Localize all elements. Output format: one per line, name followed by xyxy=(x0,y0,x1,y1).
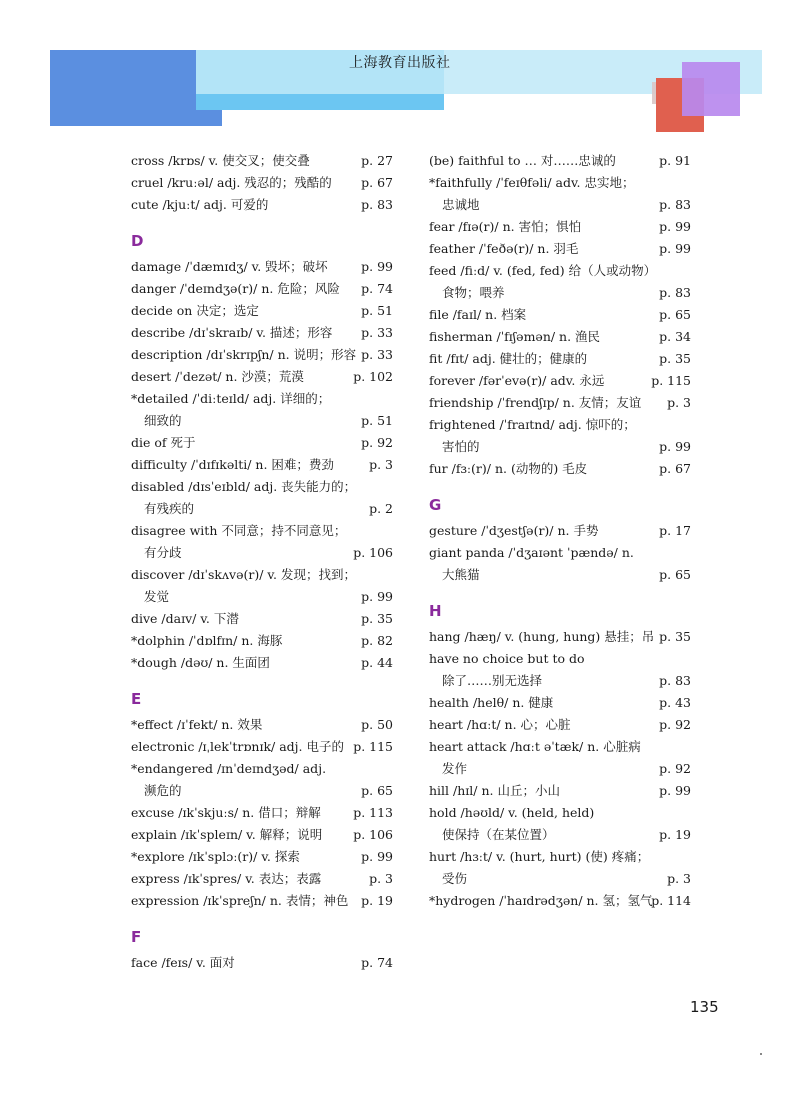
section-letter: G xyxy=(429,496,442,514)
entry-page-ref: p. 44 xyxy=(361,655,393,670)
entry-continuation: 食物；喂养 xyxy=(442,285,505,300)
entry-page-ref: p. 67 xyxy=(361,175,393,190)
entry-text: discover /dɪˈskʌvə(r)/ v. 发现；找到； xyxy=(131,567,356,582)
glossary-entry xyxy=(131,564,393,608)
entry-text: decide on 决定；选定 xyxy=(131,303,259,318)
glossary-entry xyxy=(131,150,393,172)
glossary-entry xyxy=(429,736,691,780)
glossary-entry xyxy=(131,388,393,432)
glossary-entry xyxy=(429,348,691,370)
entry-text: *faithfully /ˈfeɪθfəli/ adv. 忠实地； xyxy=(429,175,635,190)
glossary-right-column xyxy=(429,150,691,912)
entry-page-ref: p. 99 xyxy=(659,219,691,234)
entry-continuation: 有分歧 xyxy=(144,545,182,560)
glossary-entry xyxy=(429,458,691,480)
section-letter: F xyxy=(131,928,142,946)
entry-page-ref: p. 67 xyxy=(659,461,691,476)
glossary-entry xyxy=(131,652,393,674)
entry-continuation: 发作 xyxy=(442,761,468,776)
entry-page-ref: p. 91 xyxy=(659,153,691,168)
entry-page-ref: p. 33 xyxy=(361,347,393,362)
glossary-entry xyxy=(429,846,691,890)
entry-page-ref: p. 114 xyxy=(651,893,691,908)
entry-text: die of 死于 xyxy=(131,435,196,450)
glossary-entry xyxy=(429,780,691,802)
entry-page-ref: p. 35 xyxy=(659,351,691,366)
entry-text: cruel /kruːəl/ adj. 残忍的；残酷的 xyxy=(131,175,332,190)
entry-page-ref: p. 115 xyxy=(651,373,691,388)
entry-text: excuse /ɪkˈskjuːs/ n. 借口；辩解 xyxy=(131,805,321,820)
entry-continuation: 忠诚地 xyxy=(442,197,480,212)
glossary-entry xyxy=(131,454,393,476)
glossary-entry xyxy=(429,260,691,304)
entry-page-ref: p. 82 xyxy=(361,633,393,648)
glossary-entry xyxy=(429,304,691,326)
entry-page-ref: p. 74 xyxy=(361,281,393,296)
entry-page-ref: p. 92 xyxy=(361,435,393,450)
publisher-name: 上海教育出版社 xyxy=(349,55,451,71)
entry-page-ref: p. 3 xyxy=(369,871,393,886)
page-number: 135 xyxy=(690,998,719,1016)
entry-text: disagree with 不同意；持不同意见； xyxy=(131,523,347,538)
glossary-entry xyxy=(131,194,393,216)
entry-text: cute /kjuːt/ adj. 可爱的 xyxy=(131,197,269,212)
entry-text: fit /fɪt/ adj. 健壮的；健康的 xyxy=(429,351,588,366)
entry-page-ref: p. 99 xyxy=(361,589,393,604)
glossary-entry xyxy=(131,520,393,564)
glossary-entry xyxy=(131,890,393,912)
entry-text: hill /hɪl/ n. 山丘；小山 xyxy=(429,783,560,798)
entry-text: fur /fɜː(r)/ n. (动物的) 毛皮 xyxy=(429,461,588,476)
entry-continuation: 大熊猫 xyxy=(442,567,480,582)
entry-text: health /helθ/ n. 健康 xyxy=(429,695,554,710)
entry-text: gesture /ˈdʒestʃə(r)/ n. 手势 xyxy=(429,523,599,538)
entry-page-ref: p. 3 xyxy=(369,457,393,472)
glossary-entry xyxy=(131,868,393,890)
entry-page-ref: p. 2 xyxy=(369,501,393,516)
entry-text: dive /daɪv/ v. 下潜 xyxy=(131,611,239,626)
entry-page-ref: p. 92 xyxy=(659,761,691,776)
entry-text: file /faɪl/ n. 档案 xyxy=(429,307,527,322)
entry-page-ref: p. 34 xyxy=(659,329,691,344)
glossary-entry xyxy=(429,370,691,392)
entry-text: damage /ˈdæmɪdʒ/ v. 毁坏；破坏 xyxy=(131,259,328,274)
glossary-entry xyxy=(131,366,393,388)
entry-text: frightened /ˈfraɪtnd/ adj. 惊吓的； xyxy=(429,417,636,432)
entry-text: heart /hɑːt/ n. 心；心脏 xyxy=(429,717,571,732)
entry-page-ref: p. 3 xyxy=(667,871,691,886)
glossary-entry xyxy=(131,278,393,300)
entry-page-ref: p. 65 xyxy=(659,567,691,582)
page-header xyxy=(0,0,800,140)
glossary-entry xyxy=(429,216,691,238)
entry-text: difficulty /ˈdɪfɪkəlti/ n. 困难；费劲 xyxy=(131,457,334,472)
entry-page-ref: p. 3 xyxy=(667,395,691,410)
entry-text: hold /həʊld/ v. (held, held) xyxy=(429,805,595,820)
entry-text: express /ɪkˈspres/ v. 表达；表露 xyxy=(131,871,322,886)
entry-text: electronic /ɪˌlekˈtrɒnɪk/ adj. 电子的 xyxy=(131,739,344,754)
entry-page-ref: p. 106 xyxy=(353,545,393,560)
entry-page-ref: p. 35 xyxy=(659,629,691,644)
glossary-entry xyxy=(429,520,691,542)
glossary-entry xyxy=(131,846,393,868)
entry-text: hang /hæŋ/ v. (hung, hung) 悬挂；吊 xyxy=(429,629,655,644)
entry-text: expression /ɪkˈspreʃn/ n. 表情；神色 xyxy=(131,893,349,908)
entry-text: describe /dɪˈskraɪb/ v. 描述；形容 xyxy=(131,325,333,340)
entry-text: description /dɪˈskrɪpʃn/ n. 说明；形容 xyxy=(131,347,357,362)
entry-page-ref: p. 65 xyxy=(361,783,393,798)
glossary-entry xyxy=(429,414,691,458)
entry-page-ref: p. 50 xyxy=(361,717,393,732)
glossary-entry xyxy=(131,432,393,454)
glossary-entry xyxy=(131,736,393,758)
entry-page-ref: p. 33 xyxy=(361,325,393,340)
entry-page-ref: p. 27 xyxy=(361,153,393,168)
entry-text: heart attack /hɑːt əˈtæk/ n. 心脏病 xyxy=(429,739,641,754)
glossary-entry xyxy=(429,648,691,692)
glossary-entry xyxy=(131,824,393,846)
glossary-entry xyxy=(429,802,691,846)
entry-text: desert /ˈdezət/ n. 沙漠；荒漠 xyxy=(131,369,304,384)
entry-page-ref: p. 83 xyxy=(659,673,691,688)
entry-continuation: 濒危的 xyxy=(144,783,182,798)
entry-page-ref: p. 99 xyxy=(659,783,691,798)
glossary-entry xyxy=(131,630,393,652)
entry-text: danger /ˈdeɪndʒə(r)/ n. 危险；风险 xyxy=(131,281,340,296)
entry-page-ref: p. 19 xyxy=(361,893,393,908)
entry-text: (be) faithful to … 对……忠诚的 xyxy=(429,153,616,168)
entry-text: cross /krɒs/ v. 使交叉；使交叠 xyxy=(131,153,310,168)
glossary-entry xyxy=(131,608,393,630)
glossary-entry xyxy=(131,714,393,736)
section-letter: E xyxy=(131,690,142,708)
entry-text: feather /ˈfeðə(r)/ n. 羽毛 xyxy=(429,241,579,256)
entry-page-ref: p. 51 xyxy=(361,303,393,318)
entry-text: *hydrogen /ˈhaɪdrədʒən/ n. 氢；氢气 xyxy=(429,893,653,908)
glossary-entry xyxy=(429,890,691,912)
entry-page-ref: p. 19 xyxy=(659,827,691,842)
glossary-left-column xyxy=(131,150,393,974)
entry-continuation: 使保持（在某位置） xyxy=(442,827,555,842)
glossary-entry xyxy=(429,714,691,736)
entry-text: face /feɪs/ v. 面对 xyxy=(131,955,235,970)
entry-page-ref: p. 83 xyxy=(659,197,691,212)
entry-continuation: 有残疾的 xyxy=(144,501,195,516)
entry-page-ref: p. 113 xyxy=(353,805,393,820)
glossary-entry xyxy=(429,150,691,172)
entry-page-ref: p. 99 xyxy=(361,849,393,864)
entry-page-ref: p. 102 xyxy=(353,369,393,384)
entry-page-ref: p. 99 xyxy=(659,439,691,454)
entry-continuation: 受伤 xyxy=(442,871,468,886)
header-decor-purple xyxy=(682,62,740,116)
glossary-entry xyxy=(131,344,393,366)
entry-page-ref: p. 17 xyxy=(659,523,691,538)
entry-text: *dolphin /ˈdɒlfɪn/ n. 海豚 xyxy=(131,633,283,648)
entry-text: explain /ɪkˈspleɪn/ v. 解释；说明 xyxy=(131,827,323,842)
entry-text: *endangered /ɪnˈdeɪndʒəd/ adj. xyxy=(131,761,327,776)
entry-text: disabled /dɪsˈeɪbld/ adj. 丧失能力的； xyxy=(131,479,357,494)
entry-text: have no choice but to do xyxy=(429,651,585,666)
entry-text: fear /fɪə(r)/ n. 害怕；惧怕 xyxy=(429,219,582,234)
decorative-dot xyxy=(760,1053,762,1055)
entry-page-ref: p. 115 xyxy=(353,739,393,754)
glossary-entry xyxy=(429,626,691,648)
entry-text: *detailed /ˈdiːteɪld/ adj. 详细的； xyxy=(131,391,331,406)
entry-page-ref: p. 83 xyxy=(659,285,691,300)
glossary-entry xyxy=(429,172,691,216)
entry-page-ref: p. 65 xyxy=(659,307,691,322)
entry-page-ref: p. 74 xyxy=(361,955,393,970)
entry-page-ref: p. 99 xyxy=(361,259,393,274)
glossary-entry xyxy=(131,322,393,344)
entry-page-ref: p. 35 xyxy=(361,611,393,626)
section-letter: D xyxy=(131,232,144,250)
entry-continuation: 害怕的 xyxy=(442,439,480,454)
entry-text: hurt /hɜːt/ v. (hurt, hurt) (使) 疼痛； xyxy=(429,849,650,864)
entry-text: forever /fərˈevə(r)/ adv. 永远 xyxy=(429,373,605,388)
entry-text: *effect /ɪˈfekt/ n. 效果 xyxy=(131,717,263,732)
glossary-entry xyxy=(429,238,691,260)
glossary-entry xyxy=(131,172,393,194)
entry-continuation: 除了……别无选择 xyxy=(442,673,543,688)
glossary-entry xyxy=(131,758,393,802)
glossary-entry xyxy=(429,392,691,414)
entry-text: *explore /ɪkˈsplɔː(r)/ v. 探索 xyxy=(131,849,300,864)
entry-page-ref: p. 51 xyxy=(361,413,393,428)
entry-page-ref: p. 43 xyxy=(659,695,691,710)
entry-text: giant panda /ˈdʒaɪənt ˈpændə/ n. xyxy=(429,545,634,560)
entry-text: fisherman /ˈfɪʃəmən/ n. 渔民 xyxy=(429,329,601,344)
entry-page-ref: p. 83 xyxy=(361,197,393,212)
glossary-entry xyxy=(131,802,393,824)
glossary-entry xyxy=(429,692,691,714)
entry-continuation: 细致的 xyxy=(144,413,182,428)
entry-text: friendship /ˈfrendʃɪp/ n. 友情；友谊 xyxy=(429,395,642,410)
entry-page-ref: p. 92 xyxy=(659,717,691,732)
glossary-entry xyxy=(131,256,393,278)
entry-page-ref: p. 106 xyxy=(353,827,393,842)
entry-page-ref: p. 99 xyxy=(659,241,691,256)
glossary-entry xyxy=(429,542,691,586)
entry-text: feed /fiːd/ v. (fed, fed) 给（人或动物） xyxy=(429,263,657,278)
glossary-entry xyxy=(429,326,691,348)
glossary-entry xyxy=(131,476,393,520)
entry-continuation: 发觉 xyxy=(144,589,170,604)
entry-text: *dough /dəʊ/ n. 生面团 xyxy=(131,655,270,670)
glossary-entry xyxy=(131,952,393,974)
glossary-entry xyxy=(131,300,393,322)
section-letter: H xyxy=(429,602,442,620)
